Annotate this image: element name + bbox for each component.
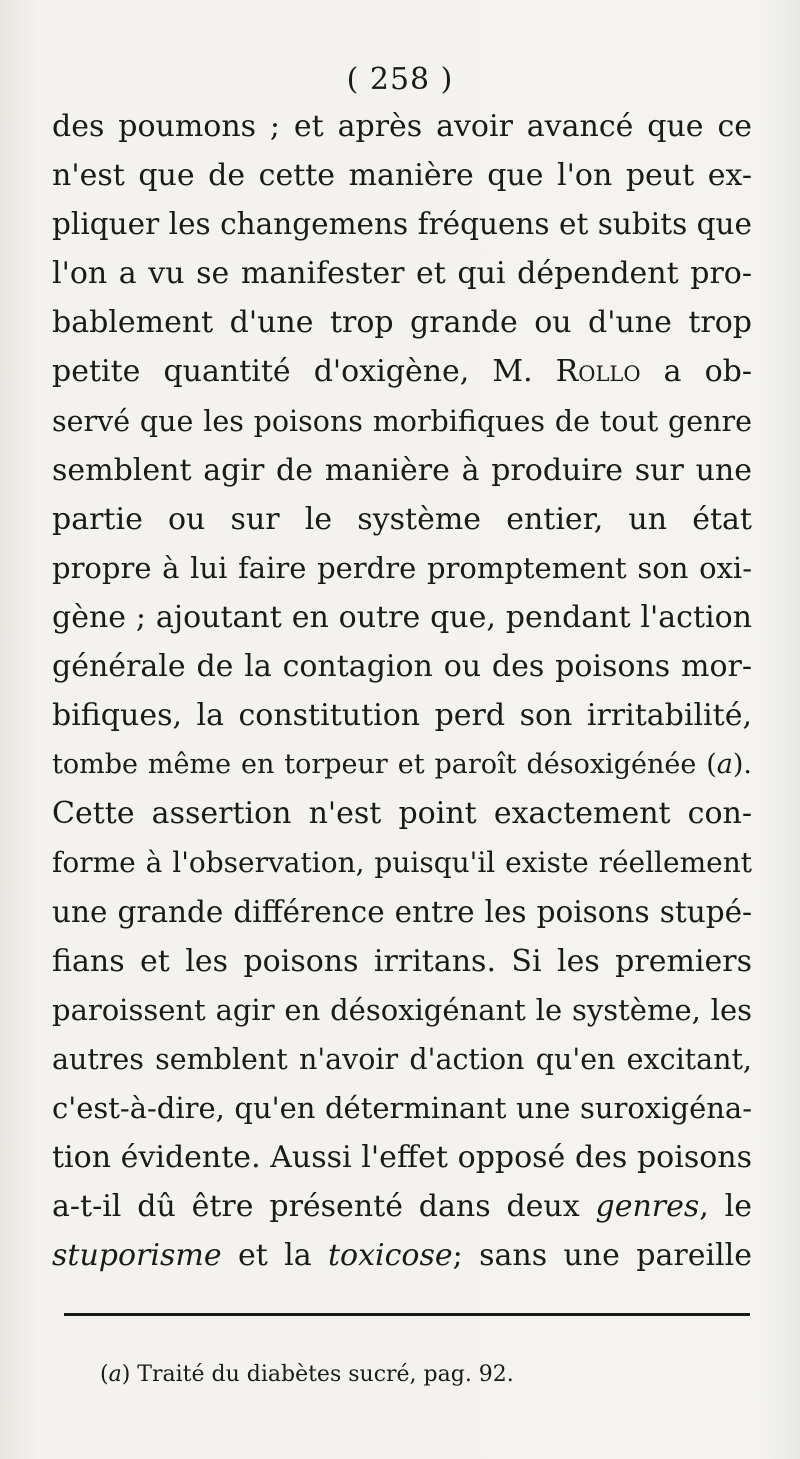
italic-term: toxicose	[327, 1238, 453, 1274]
text-line: bablement d'une trop grande ou d'une trop	[52, 305, 752, 341]
text-line: forme à l'observation, puisqu'il existe réellement	[52, 846, 752, 880]
footnote-reference: a	[716, 749, 733, 781]
text-line: stuporisme et la toxicose; sans une pareille	[52, 1238, 752, 1274]
footnote-divider	[64, 1313, 750, 1316]
text-line: propre à lui faire perdre promptement son oxi-	[52, 550, 752, 585]
text-line: c'est-à-dire, qu'en déterminant une suroxigéna-	[52, 1090, 752, 1125]
text-line: Cette assertion n'est point exactement con-	[52, 796, 752, 832]
text-line: pliquer les changemens fréquens et subits que	[52, 207, 752, 242]
text-line: des poumons ; et après avoir avancé que ce	[52, 109, 752, 144]
italic-term: stuporisme	[52, 1238, 222, 1274]
text-line: tombe même en torpeur et paroît désoxigénée (a).	[52, 749, 752, 781]
text-line: a-t-il dû être présenté dans deux genres, le	[52, 1189, 752, 1225]
text-line: partie ou sur le système entier, un état	[52, 501, 752, 537]
text-line: paroissent agir en désoxigénant le système, les	[52, 992, 752, 1027]
text-line: petite quantité d'oxigène, M. Rollo a ob-	[52, 354, 752, 390]
text-line: tion évidente. Aussi l'effet opposé des poisons	[52, 1139, 752, 1175]
footnote: (a) Traité du diabètes sucré, pag. 92.	[100, 1362, 514, 1387]
text-line: semblent agir de manière à produire sur une	[52, 452, 752, 488]
text-line: fians et les poisons irritans. Si les premiers	[52, 943, 752, 979]
author-name: Rollo	[555, 354, 641, 390]
footnote-marker: a	[108, 1362, 122, 1387]
footnote-text: Traité du diabètes sucré, pag. 92.	[130, 1362, 514, 1387]
text-line: l'on a vu se manifester et qui dépendent pro-	[52, 256, 752, 292]
text-line: générale de la contagion ou des poisons mor-	[52, 649, 752, 685]
body-text	[52, 102, 752, 1280]
page-number: ( 258 )	[346, 62, 454, 97]
text-line: autres semblent n'avoir d'action qu'en excitant,	[52, 1042, 752, 1076]
text-line: n'est que de cette manière que l'on peut ex-	[52, 158, 752, 194]
italic-term: genres	[595, 1189, 700, 1225]
text-line: servé que les poisons morbifiques de tout genre	[52, 404, 752, 438]
text-line: bifiques, la constitution perd son irritabilité,	[52, 698, 752, 734]
text-line: gène ; ajoutant en outre que, pendant l'action	[52, 599, 752, 635]
text-line: une grande différence entre les poisons stupé-	[52, 894, 752, 929]
